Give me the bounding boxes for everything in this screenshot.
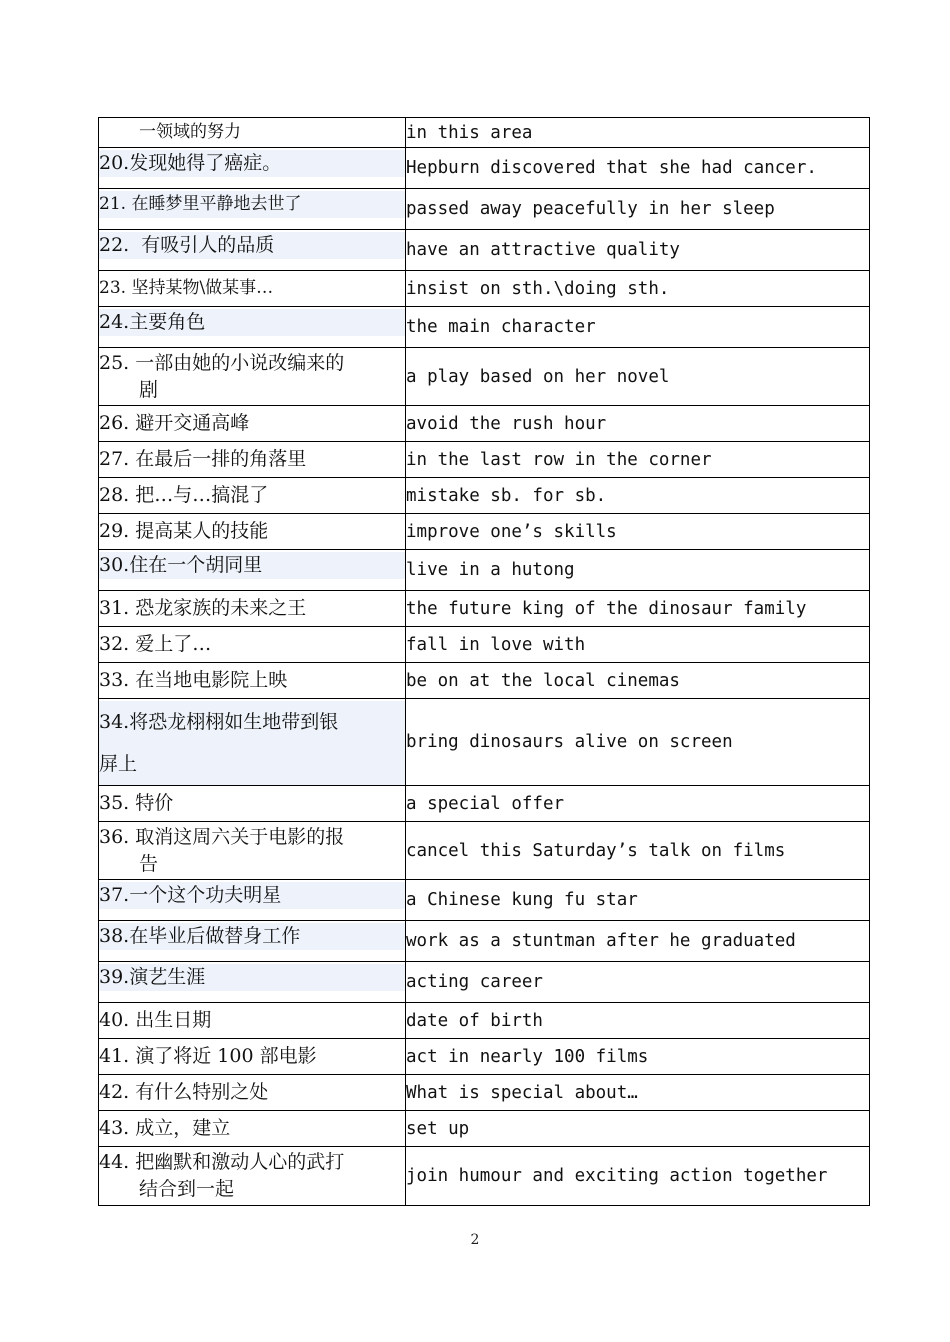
english-phrase: in this area [406,122,533,143]
english-phrase-cell [406,406,870,442]
english-phrase-cell [406,271,870,307]
chinese-phrase: 20.发现她得了癌症。 [99,150,405,177]
chinese-phrase: 一领域的努力 [139,122,241,142]
chinese-phrase-cell [99,627,406,663]
chinese-phrase: 38.在毕业后做替身工作 [99,923,405,950]
table-row [99,230,870,271]
chinese-phrase-cell [99,822,406,880]
table-row [99,663,870,699]
chinese-phrase-cell [99,442,406,478]
chinese-phrase: 35. 特价 [99,792,174,814]
chinese-phrase-cell [99,699,406,786]
english-phrase: avoid the rush hour [406,413,607,434]
english-phrase-cell [406,550,870,591]
english-phrase: acting career [406,972,543,992]
chinese-phrase-cell [99,118,406,148]
chinese-phrase: 30.住在一个胡同里 [99,552,405,579]
table-row [99,1003,870,1039]
english-phrase: fall in love with [406,634,586,655]
chinese-phrase: 31. 恐龙家族的未来之王 [99,597,307,619]
english-phrase-cell [406,230,870,271]
english-phrase: the future king of the dinosaur family [406,598,807,619]
english-phrase: Hepburn discovered that she had cancer. [406,158,817,178]
table-row [99,591,870,627]
english-phrase-cell [406,627,870,663]
english-phrase-cell [406,699,870,786]
table-row [99,699,870,786]
english-phrase-cell [406,478,870,514]
chinese-phrase-cell [99,786,406,822]
chinese-phrase: 29. 提高某人的技能 [99,520,269,542]
english-phrase: a special offer [406,793,565,814]
table-row [99,118,870,148]
english-phrase-cell [406,1039,870,1075]
chinese-phrase-cell [99,514,406,550]
english-phrase: be on at the local cinemas [406,670,680,691]
chinese-phrase-cell [99,1075,406,1111]
chinese-phrase: 26. 避开交通高峰 [99,412,250,434]
english-phrase-cell [406,921,870,962]
english-phrase-cell [406,118,870,148]
chinese-phrase-cell [99,1147,406,1206]
chinese-phrase-cell [99,406,406,442]
chinese-phrase-cell [99,1111,406,1147]
english-phrase-cell [406,189,870,230]
chinese-phrase-continued: 告 [139,852,159,875]
table-row [99,406,870,442]
english-phrase: improve one’s skills [406,521,617,542]
table-row [99,514,870,550]
chinese-phrase-continued: 屏上 [99,753,138,775]
english-phrase: in the last row in the corner [406,449,712,470]
chinese-phrase-cell [99,880,406,921]
chinese-phrase: 23. 坚持某物\做某事… [99,278,274,298]
vocabulary-table [98,117,870,1206]
chinese-phrase-cell [99,478,406,514]
english-phrase-cell [406,1111,870,1147]
chinese-phrase: 36. 取消这周六关于电影的报 [99,825,345,848]
table-row [99,148,870,189]
english-phrase-cell [406,786,870,822]
chinese-phrase-cell [99,189,406,230]
chinese-phrase: 24.主要角色 [99,309,405,336]
chinese-phrase: 41. 演了将近 100 部电影 [99,1045,317,1067]
table-row [99,1147,870,1206]
table-row [99,1111,870,1147]
chinese-phrase-cell [99,1003,406,1039]
chinese-phrase: 43. 成立，建立 [99,1117,231,1139]
english-phrase-cell [406,348,870,406]
chinese-phrase: 21. 在睡梦里平静地去世了 [99,191,405,218]
chinese-phrase: 27. 在最后一排的角落里 [99,448,307,470]
chinese-phrase: 37.一个这个功夫明星 [99,882,405,909]
chinese-phrase: 39.演艺生涯 [99,964,405,991]
chinese-phrase-line: 34.将恐龙栩栩如生地带到银 [99,711,339,733]
english-phrase: a Chinese kung fu star [406,890,638,910]
table-row [99,962,870,1003]
chinese-phrase-cell [99,591,406,627]
table-row [99,348,870,406]
chinese-phrase-continued: 剧 [139,378,159,401]
chinese-phrase: 40. 出生日期 [99,1009,212,1031]
english-phrase: date of birth [406,1010,543,1031]
english-phrase: act in nearly 100 films [406,1046,649,1067]
table-row [99,786,870,822]
english-phrase: join humour and exciting action together [406,1166,828,1186]
chinese-phrase-cell [99,148,406,189]
english-phrase: What is special about… [406,1082,638,1103]
chinese-phrase: 22. 有吸引人的品质 [99,232,405,259]
english-phrase-cell [406,591,870,627]
chinese-phrase: 32. 爱上了… [99,633,212,655]
chinese-phrase-cell [99,921,406,962]
chinese-phrase: 33. 在当地电影院上映 [99,669,288,691]
english-phrase-cell [406,880,870,921]
english-phrase: passed away peacefully in her sleep [406,199,775,219]
english-phrase-cell [406,442,870,478]
chinese-phrase-cell [99,663,406,699]
english-phrase: mistake sb. for sb. [406,485,607,506]
chinese-phrase-cell [99,230,406,271]
table-row [99,442,870,478]
english-phrase-cell [406,822,870,880]
chinese-phrase: 44. 把幽默和激动人心的武打 [99,1151,345,1173]
english-phrase-cell [406,1147,870,1206]
chinese-phrase: 42. 有什么特别之处 [99,1081,269,1103]
chinese-phrase-cell [99,348,406,406]
chinese-phrase-cell [99,271,406,307]
english-phrase-cell [406,962,870,1003]
table-row [99,627,870,663]
english-phrase-cell [406,514,870,550]
chinese-phrase-cell [99,1039,406,1075]
table-row [99,1039,870,1075]
english-phrase-cell [406,1003,870,1039]
english-phrase: have an attractive quality [406,240,680,260]
table-row [99,880,870,921]
chinese-phrase [99,701,405,785]
table-row [99,271,870,307]
english-phrase: work as a stuntman after he graduated [406,931,796,951]
page-number: 2 [470,1232,480,1248]
english-phrase: bring dinosaurs alive on screen [406,732,733,752]
chinese-phrase-cell [99,962,406,1003]
english-phrase-cell [406,1075,870,1111]
english-phrase: the main character [406,317,596,337]
english-phrase: insist on sth.\doing sth. [406,278,670,299]
english-phrase-cell [406,148,870,189]
english-phrase: a play based on her novel [406,366,670,387]
table-row [99,921,870,962]
chinese-phrase-continued: 结合到一起 [139,1178,235,1200]
chinese-phrase: 25. 一部由她的小说改编来的 [99,351,345,374]
table-row [99,478,870,514]
english-phrase: cancel this Saturday’s talk on films [406,840,786,861]
english-phrase: live in a hutong [406,560,575,580]
table-row [99,189,870,230]
chinese-phrase-cell [99,550,406,591]
table-row [99,550,870,591]
english-phrase: set up [406,1118,470,1139]
english-phrase-cell [406,307,870,348]
table-row [99,822,870,880]
chinese-phrase: 28. 把…与…搞混了 [99,484,269,506]
table-row [99,307,870,348]
table-row [99,1075,870,1111]
chinese-phrase-cell [99,307,406,348]
english-phrase-cell [406,663,870,699]
